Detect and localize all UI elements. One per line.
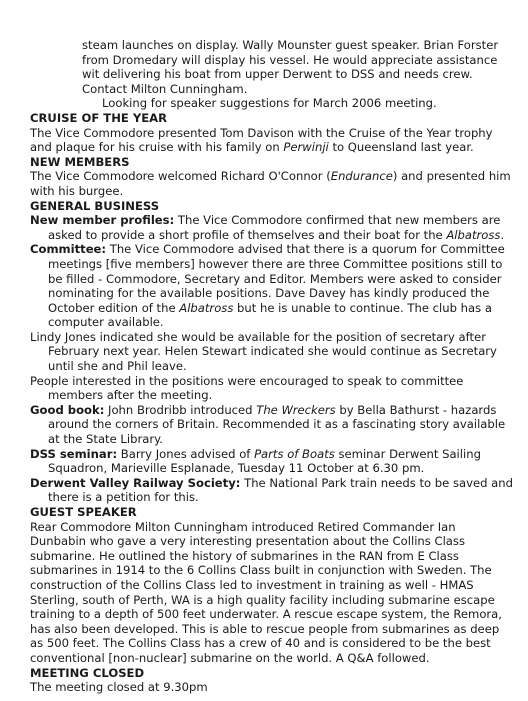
minutes-body: [30, 111, 514, 695]
new-members-text: The Vice Commodore welcomed Richard O'Connor (: [30, 169, 331, 184]
speaker-suggestions-paragraph: Looking for speaker suggestions for March 2006 meeting.: [102, 96, 437, 111]
good-book-item: [30, 403, 514, 447]
railway-society-item: [30, 476, 514, 505]
new-members-heading: NEW MEMBERS: [30, 154, 130, 169]
profiles-publication: Albatross: [446, 227, 501, 242]
meeting-closed-paragraph: The meeting closed at 9.30pm: [30, 680, 208, 695]
guest-speaker-heading: GUEST SPEAKER: [30, 505, 137, 519]
committee-item: [30, 242, 514, 330]
dss-seminar-label: DSS seminar:: [30, 446, 118, 461]
guest-speaker-paragraph: Rear Commodore Milton Cunningham introduced Retired Commander Ian Dunbabin who gave a very interesting presentation about the Collins Class submarine. He outlined the history of submarines in the RAN from E Class submarines in 1914 to the 6 Collins Class built in conjunction with Sweden. The construction of the Collins Class led to investment in training as well - HMAS Sterling, south of Perth, WA is a high quality facility including submarine escape training to a depth of 500 feet underwater. A rescue escape system, the Remora, has also been developed. This is able to rescue people from submarines as deep as 500 feet. The Collins Class has a crew of 40 and is considered to be the best conventional [non-nuclear] submarine on the world. A Q&A followed.: [30, 519, 502, 665]
committee-text: The Vice Commodore advised that there is a quorum for Committee meetings [five members] however there are three Committee positions still to be filled - Commodore, Secretary and Editor. Members were asked to consider nominating for the available positions. Dave Davey has kindly produced the October edition of the: [48, 242, 505, 315]
good-book-end: by Bella Bathurst - hazards around the corners of Britain. Recommended it as a fascinating story available at the State Library.: [48, 402, 506, 447]
new-members-text-end: ) and presented him with his burgee.: [30, 169, 511, 198]
cruise-text: The Vice Commodore presented Tom Davison with the Cruise of the Year trophy and plaque for his cruise with his family on: [30, 125, 493, 155]
good-book-text: John Brodribb introduced: [104, 402, 257, 417]
cruise-heading: CRUISE OF THE YEAR: [30, 110, 168, 125]
new-members-vessel-name: Endurance: [330, 169, 393, 184]
profiles-end: .: [500, 227, 505, 242]
people-interested-item: People interested in the positions were encouraged to speak to committee members after the meeting.: [30, 373, 464, 403]
cruise-text-end: to Queensland last year.: [328, 140, 474, 155]
good-book-title: The Wreckers: [256, 402, 336, 417]
new-member-profiles-item: [30, 213, 514, 242]
committee-publication: Albatross: [179, 300, 234, 315]
cruise-vessel-name: Perwinji: [283, 140, 329, 155]
railway-society-text: The National Park train needs to be saved and there is a petition for this.: [48, 475, 513, 505]
dss-seminar-item: [30, 447, 514, 476]
dss-seminar-text: Barry Jones advised of: [117, 446, 255, 461]
committee-label: Committee:: [30, 242, 107, 257]
lindy-jones-item: Lindy Jones indicated she would be available for the position of secretary after February next year. Helen Stewart indicated she would continue as Secretary until she and Phil leave.: [30, 329, 497, 374]
dss-seminar-end: seminar Derwent Sailing Squadron, Marieville Esplanade, Tuesday 11 October at 6.30 pm.: [48, 446, 481, 476]
railway-society-label: Derwent Valley Railway Society:: [30, 475, 241, 490]
intro-section: [82, 38, 514, 111]
good-book-label: Good book:: [30, 402, 105, 417]
profiles-label: New member profiles:: [30, 213, 175, 228]
new-members-paragraph: [30, 169, 514, 198]
intro-paragraph: steam launches on display. Wally Mounster guest speaker. Brian Forster from Dromedary will display his vessel. He would appreciate assistance wit delivering his boat from upper Derwent to DSS and needs crew. Contact Milton Cunningham.: [82, 38, 499, 96]
profiles-text: The Vice Commodore confirmed that new members are asked to provide a short profile of themselves and their boat for the: [48, 213, 501, 242]
general-business-heading: GENERAL BUSINESS: [30, 198, 160, 213]
meeting-closed-heading: MEETING CLOSED: [30, 665, 145, 680]
cruise-paragraph: [30, 126, 514, 155]
dss-seminar-title: Parts of Boats: [254, 446, 335, 461]
committee-end: but he is unable to continue. The club has a computer available.: [48, 300, 492, 330]
